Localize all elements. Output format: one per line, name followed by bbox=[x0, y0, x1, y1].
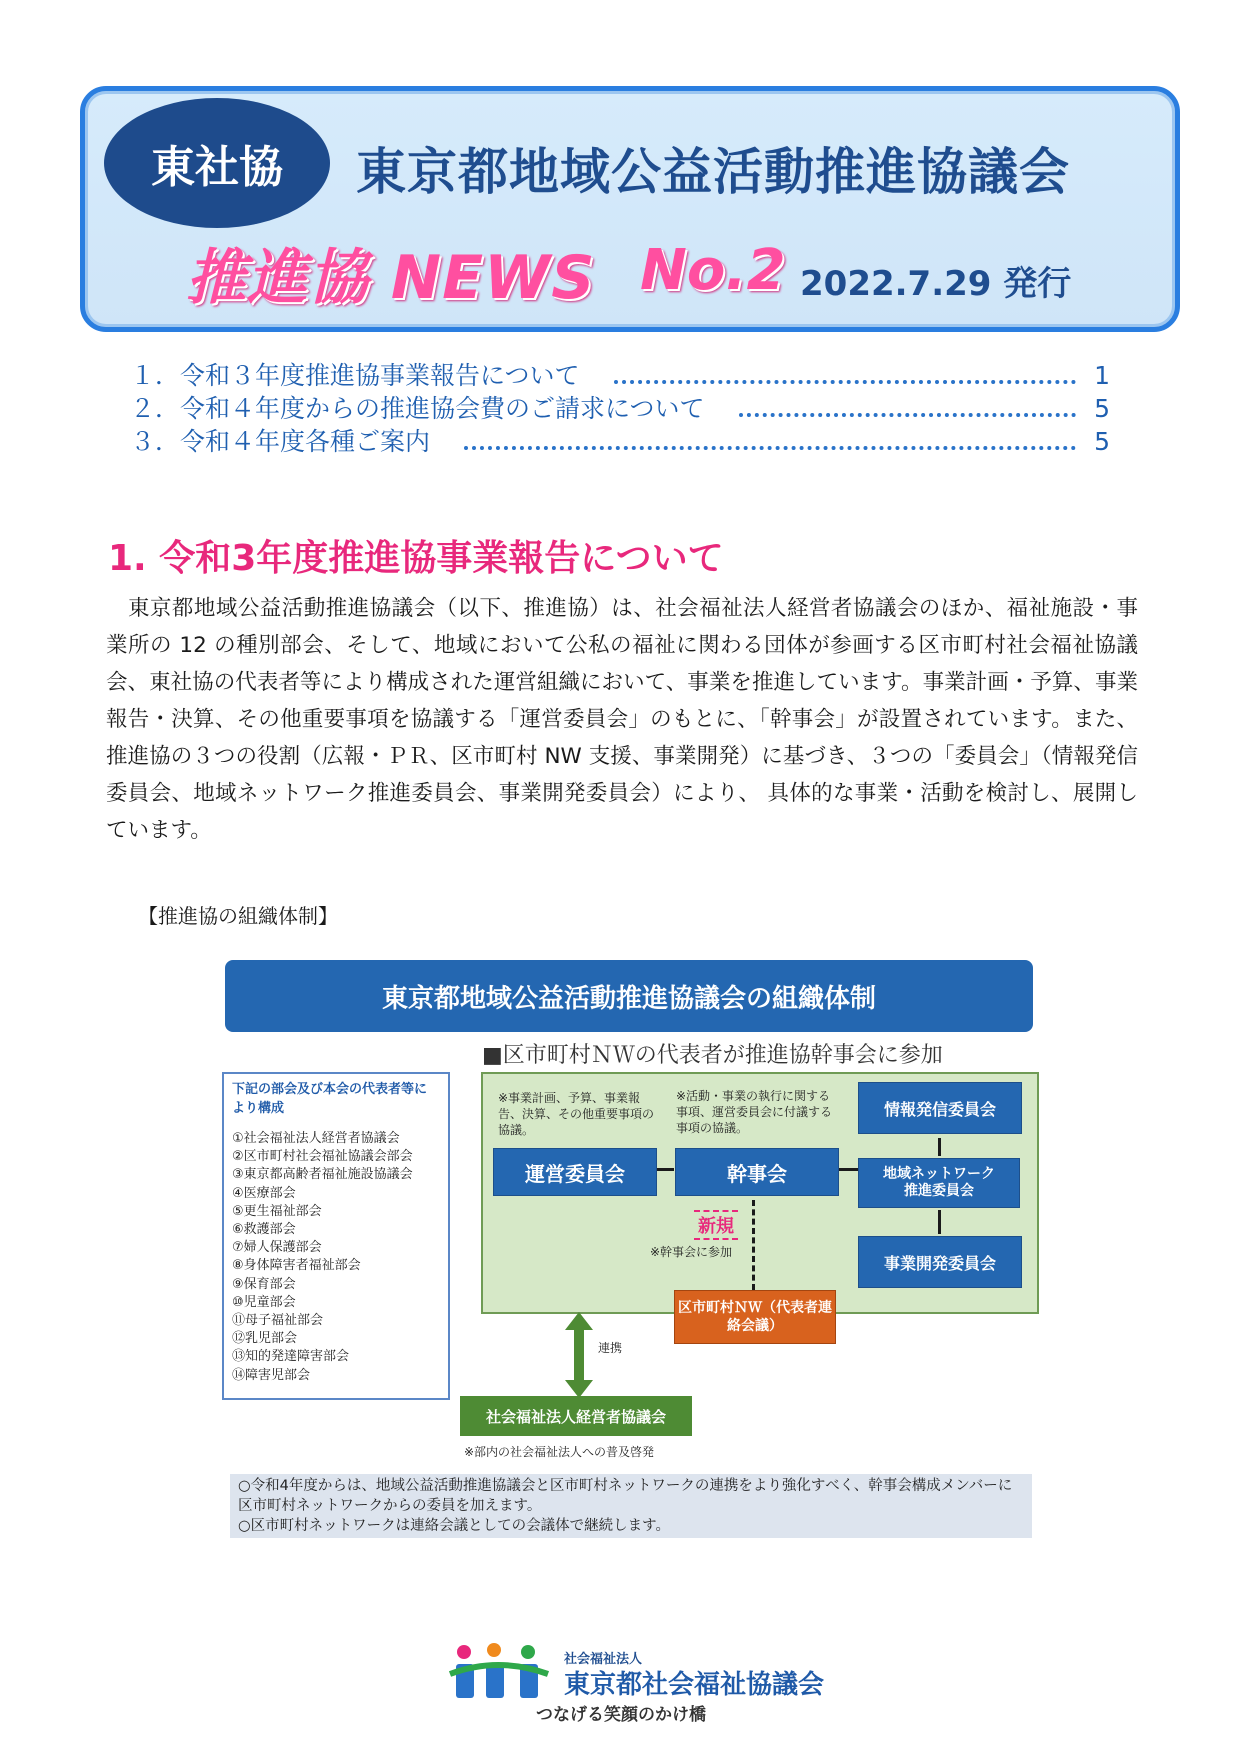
jigyo-committee-box: 事業開発委員会 bbox=[858, 1236, 1022, 1288]
connector-line bbox=[656, 1168, 674, 1171]
connector-line bbox=[938, 1210, 941, 1234]
table-of-contents bbox=[130, 356, 1110, 455]
promote-note: ※部内の社会福祉法人への普及啓発 bbox=[464, 1445, 655, 1459]
list-item: ⑫乳児部会 bbox=[232, 1331, 298, 1347]
toc-leader bbox=[464, 446, 1076, 450]
footer-subtitle: 社会福祉法人 bbox=[564, 1652, 643, 1667]
info-committee-box: 情報発信委員会 bbox=[858, 1082, 1022, 1134]
connector-line bbox=[938, 1138, 941, 1156]
org-structure-label: 【推進協の組織体制】 bbox=[138, 904, 338, 928]
toc-label: １．令和３年度推進協事業報告について bbox=[130, 361, 580, 390]
list-item: ⑭障害児部会 bbox=[232, 1367, 311, 1383]
toc-page: 5 bbox=[1094, 427, 1110, 456]
double-arrow-icon bbox=[564, 1312, 594, 1398]
keieisha-box: 社会福祉法人経営者協議会 bbox=[460, 1396, 692, 1436]
toc-item[interactable] bbox=[130, 356, 1110, 389]
section-title: 1. 令和3年度推進協事業報告について bbox=[108, 538, 724, 579]
dashed-connector bbox=[752, 1200, 755, 1290]
diagram-top-note: ■区市町村ＮＷの代表者が推進協幹事会に参加 bbox=[482, 1043, 943, 1068]
unei-note: ※事業計画、予算、事業報告、決算、その他重要事項の協議。 bbox=[498, 1091, 655, 1137]
list-item: ⑨保育部会 bbox=[232, 1276, 296, 1292]
list-item: ②区市町村社会福祉協議会部会 bbox=[232, 1149, 413, 1165]
org-badge: 東社協 bbox=[104, 98, 330, 228]
newsletter-title: 推進協 NEWS bbox=[186, 243, 596, 313]
list-item: ⑪母子福祉部会 bbox=[232, 1313, 324, 1329]
nw-box: 区市町村ＮＷ（代表者連絡会議） bbox=[674, 1290, 836, 1344]
connector-line bbox=[836, 1168, 858, 1171]
members-list bbox=[232, 1130, 413, 1385]
list-item: ⑥救護部会 bbox=[232, 1222, 296, 1238]
link-label: 連携 bbox=[598, 1341, 623, 1355]
list-item: ⑬知的発達障害部会 bbox=[232, 1349, 350, 1365]
organization-logo-icon bbox=[448, 1642, 552, 1702]
org-title: 東京都地域公益活動推進協議会 bbox=[356, 143, 1070, 201]
members-heading: 下記の部会及び本会の代表者等により構成 bbox=[232, 1082, 428, 1116]
list-item: ③東京都高齢者福祉施設協議会 bbox=[232, 1167, 413, 1183]
diagram-title: 東京都地域公益活動推進協議会の組織体制 bbox=[225, 960, 1033, 1032]
members-box bbox=[222, 1072, 450, 1400]
toc-leader bbox=[614, 380, 1076, 384]
list-item: ⑧身体障害者福祉部会 bbox=[232, 1258, 361, 1274]
toc-item[interactable] bbox=[130, 389, 1110, 422]
list-item: ⑦婦人保護部会 bbox=[232, 1240, 322, 1256]
bottom-notes bbox=[230, 1474, 1032, 1538]
list-item: ④医療部会 bbox=[232, 1185, 296, 1201]
note-line: ○令和4年度からは、地域公益活動推進協議会と区市町村ネットワークの連携をより強化すべく、幹事会構成メンバーに区市町村ネットワークからの委員を加えます。 bbox=[238, 1478, 1013, 1514]
toc-label: ２．令和４年度からの推進協会費のご請求について bbox=[130, 394, 705, 423]
footer-tagline: つなげる笑顔のかけ橋 bbox=[536, 1705, 706, 1725]
kanji-box: 幹事会 bbox=[675, 1148, 839, 1196]
join-note: ※幹事会に参加 bbox=[650, 1245, 733, 1259]
kanji-note: ※活動・事業の執行に関する事項、運営委員会に付議する事項の協議。 bbox=[676, 1089, 833, 1135]
toc-item[interactable] bbox=[130, 422, 1110, 455]
unei-committee-box: 運営委員会 bbox=[493, 1148, 657, 1196]
network-committee-box: 地域ネットワーク推進委員会 bbox=[858, 1158, 1020, 1208]
toc-leader bbox=[739, 413, 1076, 417]
note-line: ○区市町村ネットワークは連絡会議としての会議体で継続します。 bbox=[238, 1518, 670, 1534]
list-item: ⑤更生福祉部会 bbox=[232, 1203, 322, 1219]
toc-label: ３．令和４年度各種ご案内 bbox=[130, 427, 431, 456]
toc-page: 5 bbox=[1094, 394, 1110, 423]
list-item: ⑩児童部会 bbox=[232, 1294, 296, 1310]
footer-org-name: 東京都社会福祉協議会 bbox=[564, 1670, 825, 1700]
toc-page: 1 bbox=[1094, 361, 1110, 390]
section-body: 東京都地域公益活動推進協議会（以下、推進協）は、社会福祉法人経営者協議会のほか、福祉施設・事業所の 12 の種別部会、そして、地域において公私の福祉に関わる団体が参画する区市町村社会福祉協議会、東社協の代表者等により構成された運営組織において、事業を推進しています。事業計画・予算、事業報告・決算、その他重要事項を協議する「運営委員会」のもとに、「幹事会」が設置されています。また、推進協の３つの役割（広報・ＰＲ、区市町村 NW 支援、事業開発）に基づき、３つの「委員会」（情報発信委員会、地域ネットワーク推進委員会、事業開発委員会）により、 具体的な事業・活動を検討し、展開しています。 bbox=[106, 596, 1138, 843]
issue-number: No.2 bbox=[640, 238, 786, 303]
new-label: 新規 bbox=[694, 1210, 738, 1240]
list-item: ①社会福祉法人経営者協議会 bbox=[232, 1131, 400, 1146]
issue-date: 2022.7.29 発行 bbox=[800, 264, 1072, 304]
